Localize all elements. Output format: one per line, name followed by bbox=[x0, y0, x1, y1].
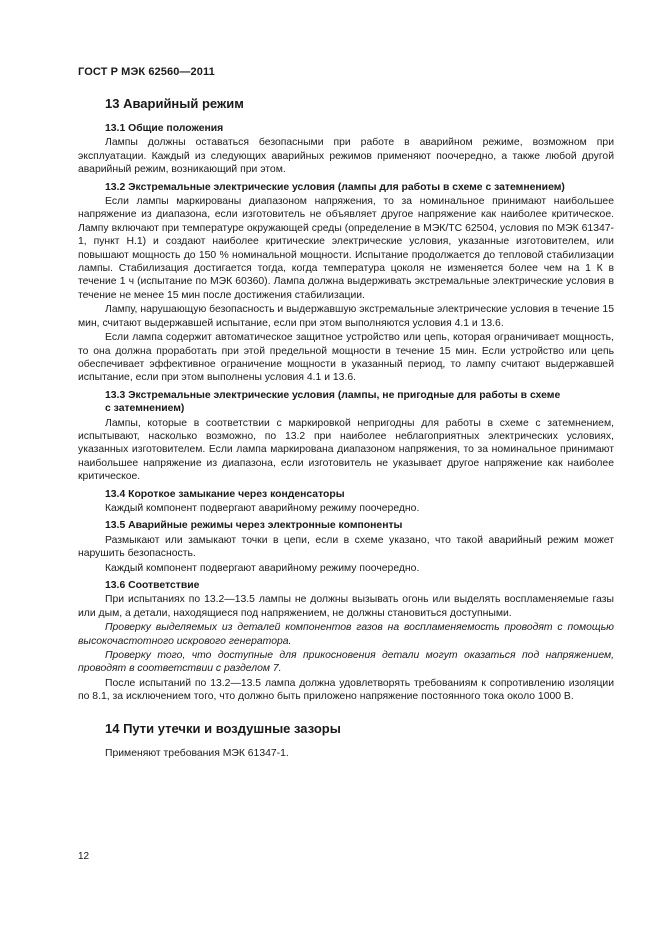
paragraph: Лампы должны оставаться безопасными при работе в аварийном режиме, возможном при эксплуатации. Каждый из следующих аварийных режимов применяют поочередно, а также любой другой аварийный режим, возникающий при этом. bbox=[78, 137, 614, 176]
paragraph: Лампы, которые в соответствии с маркировкой непригодны для работы в схеме с затемнением, испытывают, насколько возможно, по 13.2 при наиболее неблагоприятных электрических условиях, указанных изготовителем. Если лампа маркирована диапазоном напряжения, то за номинальное принимают наибольшее напряжение из диапазона, если изготовитель не указывает другое напряжение как наиболее критическое. bbox=[78, 417, 614, 483]
document-body bbox=[78, 96, 614, 760]
section-13-3-heading-line1: 13.3 Экстремальные электрические условия (лампы, не пригодные для работы в схеме bbox=[105, 389, 561, 401]
paragraph: Каждый компонент подвергают аварийному режиму поочередно. bbox=[105, 562, 420, 574]
section-13-heading: 13 Аварийный режим bbox=[105, 96, 244, 111]
section-13-4-heading: 13.4 Короткое замыкание через конденсаторы bbox=[105, 488, 345, 500]
paragraph: Применяют требования МЭК 61347-1. bbox=[105, 747, 289, 759]
section-13-3-heading-line2: с затемнением) bbox=[105, 403, 185, 415]
section-13-3-heading bbox=[78, 389, 614, 416]
page-number: 12 bbox=[78, 851, 90, 862]
document-header: ГОСТ Р МЭК 62560—2011 bbox=[78, 66, 215, 78]
paragraph: При испытаниях по 13.2—13.5 лампы не должны вызывать огонь или выделять воспламеняемые газы или дым, а детали, находящиеся под напряжением, не должны становиться доступными. bbox=[78, 594, 614, 619]
section-14-heading: 14 Пути утечки и воздушные зазоры bbox=[105, 720, 341, 736]
section-13-5-heading: 13.5 Аварийные режимы через электронные компоненты bbox=[105, 520, 403, 532]
section-13-1-heading: 13.1 Общие положения bbox=[105, 123, 224, 134]
paragraph-italic: Проверку того, что доступные для прикосновения детали могут оказаться под напряжением, проводят в соответствии с разделом 7. bbox=[78, 650, 614, 675]
paragraph-italic: Проверку выделяемых из деталей компонентов газов на воспламеняемость проводят с помощью высокочастотного искрового генератора. bbox=[78, 622, 614, 647]
paragraph: Лампу, нарушающую безопасность и выдержавшую экстремальные электрические условия в течение 15 мин, считают выдержавшей испытание, если при этом выполняются условия 4.1 и 13.6. bbox=[78, 304, 614, 329]
paragraph: Каждый компонент подвергают аварийному режиму поочередно. bbox=[105, 502, 420, 514]
section-13-2-heading: 13.2 Экстремальные электрические условия (лампы для работы в схеме с затемнением) bbox=[105, 181, 565, 193]
paragraph: После испытаний по 13.2—13.5 лампа должна удовлетворять требованиям к сопротивлению изоляции по 8.1, за исключением того, что должно быть приложено напряжение постоянного тока около 1000 В. bbox=[78, 677, 614, 703]
paragraph: Если лампы маркированы диапазоном напряжения, то за номинальное принимают наибольшее напряжение из диапазона, если изготовитель не объявляет другое напряжение как наиболее критическое. Лампу включают при температуре окружающей среды (определение в МЭК/ТС 62504, условия по МЭК 61347-1, пункт Н.1) и создают наиболее критические электрические условия, указанные изготовителем, или повышают мощность до 150 % номинальной мощности. Испытание продолжается до тепловой стабилизации лампы. Стабилизация достигается тогда, когда температура цоколя не изменяется более чем на 1 К в течение 1 ч (испытание по МЭК 60360). Лампа должна выдерживать экстремальные электрические условия в течение не менее 15 мин после достижения стабилизации. bbox=[78, 196, 614, 301]
paragraph: Если лампа содержит автоматическое защитное устройство или цепь, которая ограничивает мощность, то она должна проработать при этой предельной мощности в течение 15 мин. Если устройство или цепь обеспечивает эффективное ограничение мощности в указанный период, то лампу считают выдержавшей испытание, если при этом выполнены условия 4.1 и 13.6. bbox=[78, 332, 614, 384]
paragraph: Размыкают или замыкают точки в цепи, если в схеме указано, что такой аварийный режим может нарушить безопасность. bbox=[78, 534, 614, 560]
section-13-6-heading: 13.6 Соответствие bbox=[105, 580, 200, 591]
